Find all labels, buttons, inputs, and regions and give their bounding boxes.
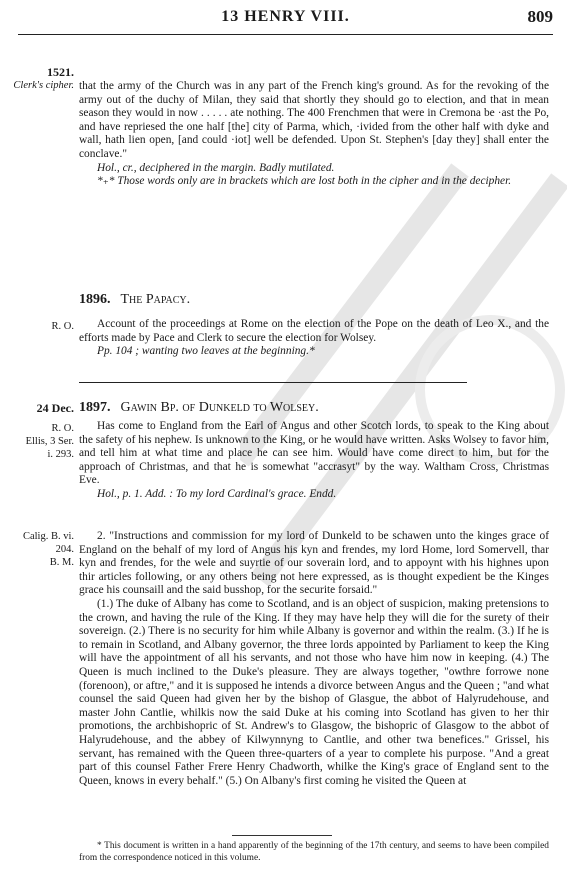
margin-source: Calig. B. vi. [22,531,74,542]
margin-source: R. O. [51,423,74,434]
entry-1896-text [79,318,549,359]
continuation-note: Hol., cr., deciphered in the margin. Badly mutilated. [97,161,335,174]
item-2-body: (1.) The duke of Albany has come to Scotland, and is an object of suspicion, making pretensions to the crown, and having the rule of the King. If they may have help they will die for the surety of their sovereign. (2.) There is no security for him while Albany is governor and within the realm. (3.) If he is to remain in Scotland, and Albany governor, the three lords appointed by Parliament to keep the King will have the appointment of all his servants, and not those who have him now in keeping. (4.) The Queen is much inclined to the Duke's pleasure. They are always together, "owthre forrowe none (forenoon), or aftre," and it is supposed he intends a divorce between Angus and the Queen ; "and what counsel the said Queen had given her by the bishop of Glasgue, the abbot of Halyrudehouse, and master John Cantlie, whilkis now the said Duke at his coming into Scotland has given to her thir promotions, the archbishopric of St. Andrew's to Glasgow, the bishopric of Glasgow to the abbot of Halyrudehouse, and the abbey of Kilwynnyng to Cantlie, and other twa benefices." Grissel, his servant, has remained with the Queen three-quarters of a year to complete his purpose. "And a great part of this counsel Father Frere Henry Chadworth, whilke the King's grace of England sent to the Queen, knows in every behalf." (5.) On Albany's first coming he visited the Queen at [79,597,549,787]
continuation-body: that the army of the Church was in any part of the French king's ground. As for the revoking of the army out of the duchy of Milan, they said that shortly they should go to election, and that in mean season they would in now . . . . . ate nothing. The 400 Frenchmen that were in Cremona be ·ast the Po, and have repriesed the one half [the] city of Parma, which, ·ivided from the other half with dyke and wall, hath lien open, [and could ·iot] well be defended. Upon St. Stephen's [day they] shall enter the conclave." [79,80,549,160]
entry-note: Hol., p. 1. Add. : To my lord Cardinal's grace. Endd. [97,487,337,500]
entry-heading-1896 [79,292,549,308]
entry-date: 24 Dec. [36,401,74,415]
entry-title: Gawin Bp. of Dunkeld to Wolsey. [120,400,319,415]
continuation-text [79,80,549,189]
header-rule [18,34,553,35]
margin-source-item-2 [6,530,74,569]
margin-source: 204. [55,544,74,555]
margin-year-block [6,66,74,92]
margin-source: R. O. [51,321,74,332]
entry-1897-text [79,420,549,502]
margin-source-1897 [6,422,74,461]
page-number: 809 [527,7,553,26]
margin-source: Ellis, 3 Ser. [25,436,74,447]
footnote-text: * This document is written in a hand apparently of the beginning of the 17th century, and seems to have been compiled from the correspondence noticed in this volume. [79,841,549,863]
entry-number: 1896. [79,292,111,307]
entry-body: Has come to England from the Earl of Angus and other Scotch lords, to speak to the King about the safety of his nephew. Is unknown to the King, or he would have written. Asks Wolsey to favor him, and tell him at what time and place he can see him. Would have come direct to him, but for the approach of Christmas, and that he is somewhat "accrasyt" by the way. Waltham Cross, Christmas Eve. [79,420,549,487]
footnote [79,841,549,864]
footnote-rule [232,835,332,836]
margin-year: 1521. [47,65,74,79]
entry-body: Account of the proceedings at Rome on the election of the Pope on the death of Leo X., and the efforts made by Pace and Clerk to secure the election for Wolsey. [79,318,549,344]
item-2-text [79,530,549,788]
entry-heading-1897 [79,400,549,416]
continuation-cipher-note: *₊* Those words only are in brackets which are lost both in the cipher and in the decipher. [97,175,512,188]
entry-divider [79,382,467,383]
running-header [18,6,553,30]
item-2-intro: 2. "Instructions and commission for my lord of Dunkeld to be schawen unto the kinges grace of England on the behalf of my lord of Angus his kyn and frendes, my lord Home, lord Somervell, thar kyn and frendes, for the wele and suyrtie of our soverain lord, and to appoynt with his highnes upon thir articles following, or any others being not here expressed, as is thought expedient be the Kinges grace his counsaill and the said busshop, for the securite forsaid." [79,530,549,597]
margin-label: Clerk's cipher. [13,80,74,91]
entry-number: 1897. [79,400,111,415]
running-head-title: 13 HENRY VIII. [221,8,350,25]
entry-note: Pp. 104 ; wanting two leaves at the beginning.* [97,345,315,358]
entry-title: The Papacy. [120,292,191,307]
entry-date-block [6,402,74,415]
margin-source: i. 293. [47,449,74,460]
margin-source: B. M. [49,557,74,568]
margin-source-1896 [6,320,74,333]
